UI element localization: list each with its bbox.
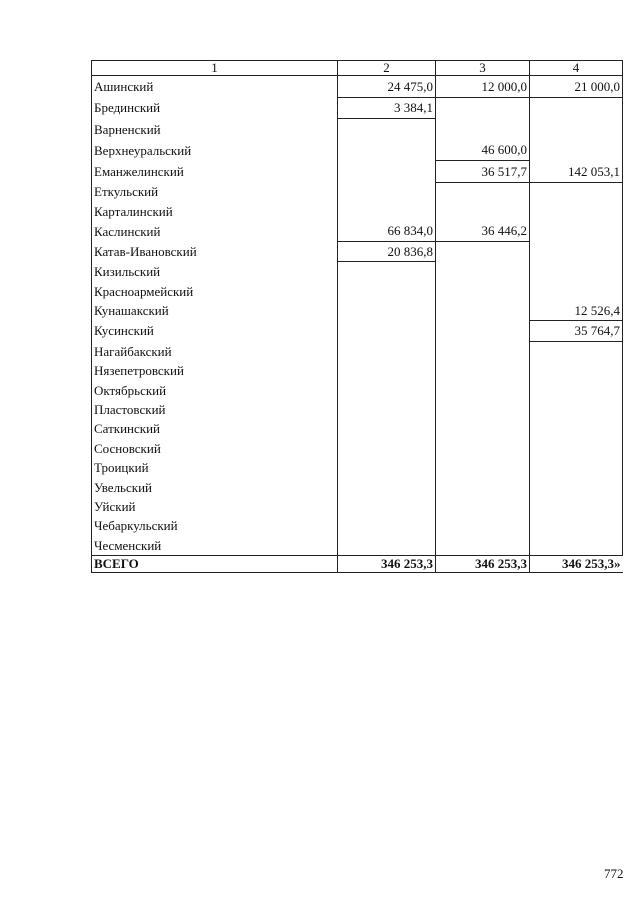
value-col-4: 21 000,0 bbox=[530, 76, 623, 98]
value-col-3 bbox=[436, 202, 530, 221]
district-name: Красноармейский bbox=[92, 281, 338, 300]
table-footer bbox=[92, 555, 623, 572]
table-row bbox=[92, 536, 623, 556]
district-name: Кунашакский bbox=[92, 301, 338, 321]
page-number: 772 bbox=[604, 866, 624, 881]
district-name: Уйский bbox=[92, 497, 338, 516]
district-name: Чебаркульский bbox=[92, 516, 338, 535]
value-col-3 bbox=[436, 97, 530, 119]
table-row bbox=[92, 140, 623, 161]
district-name: Нагайбакский bbox=[92, 341, 338, 361]
value-col-4 bbox=[530, 516, 623, 535]
total-col-3: 346 253,3 bbox=[436, 555, 530, 572]
total-col-2: 346 253,3 bbox=[338, 555, 436, 572]
value-col-4 bbox=[530, 140, 623, 161]
value-col-4 bbox=[530, 400, 623, 419]
value-col-4 bbox=[530, 241, 623, 261]
table-row bbox=[92, 439, 623, 458]
value-col-4 bbox=[530, 97, 623, 119]
table-row bbox=[92, 419, 623, 438]
value-col-3 bbox=[436, 341, 530, 361]
table-row bbox=[92, 221, 623, 241]
table-row bbox=[92, 281, 623, 300]
value-col-3 bbox=[436, 536, 530, 556]
table-row bbox=[92, 301, 623, 321]
value-col-3 bbox=[436, 400, 530, 419]
district-name: Сосновский bbox=[92, 439, 338, 458]
value-col-4 bbox=[530, 477, 623, 496]
district-name: Варненский bbox=[92, 119, 338, 140]
district-name: Ашинский bbox=[92, 76, 338, 98]
value-col-3 bbox=[436, 262, 530, 282]
value-col-4 bbox=[530, 419, 623, 438]
value-col-4 bbox=[530, 361, 623, 380]
value-col-3 bbox=[436, 477, 530, 496]
value-col-4 bbox=[530, 281, 623, 300]
value-col-4 bbox=[530, 262, 623, 282]
value-col-2 bbox=[338, 458, 436, 477]
table-row bbox=[92, 182, 623, 202]
value-col-4 bbox=[530, 380, 623, 399]
table-row bbox=[92, 161, 623, 183]
value-col-4 bbox=[530, 119, 623, 140]
table-row bbox=[92, 262, 623, 282]
value-col-3 bbox=[436, 281, 530, 300]
district-name: Саткинский bbox=[92, 419, 338, 438]
value-col-3: 36 446,2 bbox=[436, 221, 530, 241]
table-row bbox=[92, 380, 623, 399]
value-col-4 bbox=[530, 497, 623, 516]
table-row bbox=[92, 361, 623, 380]
district-name: Увельский bbox=[92, 477, 338, 496]
column-header: 2 bbox=[338, 61, 436, 76]
value-col-2 bbox=[338, 202, 436, 221]
total-row bbox=[92, 555, 623, 572]
value-col-2 bbox=[338, 182, 436, 202]
value-col-3 bbox=[436, 380, 530, 399]
value-col-3 bbox=[436, 439, 530, 458]
table-row bbox=[92, 341, 623, 361]
value-col-4 bbox=[530, 221, 623, 241]
district-name: Еманжелинский bbox=[92, 161, 338, 183]
value-col-2 bbox=[338, 262, 436, 282]
value-col-3 bbox=[436, 458, 530, 477]
district-name: Каслинский bbox=[92, 221, 338, 241]
value-col-2 bbox=[338, 361, 436, 380]
value-col-4 bbox=[530, 458, 623, 477]
value-col-4 bbox=[530, 202, 623, 221]
value-col-3 bbox=[436, 321, 530, 341]
value-col-3 bbox=[436, 301, 530, 321]
value-col-2 bbox=[338, 140, 436, 161]
column-header: 4 bbox=[530, 61, 623, 76]
value-col-2 bbox=[338, 119, 436, 140]
value-col-3 bbox=[436, 419, 530, 438]
value-col-2: 20 836,8 bbox=[338, 241, 436, 261]
value-col-3 bbox=[436, 119, 530, 140]
column-header: 3 bbox=[436, 61, 530, 76]
value-col-2 bbox=[338, 439, 436, 458]
district-name: Катав-Ивановский bbox=[92, 241, 338, 261]
district-name: Верхнеуральский bbox=[92, 140, 338, 161]
value-col-2 bbox=[338, 419, 436, 438]
total-col-4 bbox=[530, 555, 623, 572]
value-col-4 bbox=[530, 341, 623, 361]
budget-table bbox=[91, 60, 623, 573]
value-col-3 bbox=[436, 361, 530, 380]
district-name: Кизильский bbox=[92, 262, 338, 282]
value-col-4 bbox=[530, 439, 623, 458]
value-col-2 bbox=[338, 321, 436, 341]
value-col-2 bbox=[338, 477, 436, 496]
table-row bbox=[92, 497, 623, 516]
value-col-4 bbox=[530, 536, 623, 556]
value-col-4 bbox=[530, 182, 623, 202]
table-header bbox=[92, 61, 623, 76]
value-col-2 bbox=[338, 161, 436, 183]
value-col-4: 142 053,1 bbox=[530, 161, 623, 183]
total-col-4-value: 346 253,3 bbox=[562, 555, 614, 571]
district-name: Троицкий bbox=[92, 458, 338, 477]
value-col-3 bbox=[436, 497, 530, 516]
table-row bbox=[92, 321, 623, 341]
header-row bbox=[92, 61, 623, 76]
value-col-4: 12 526,4 bbox=[530, 301, 623, 321]
table-row bbox=[92, 400, 623, 419]
district-name: Октябрьский bbox=[92, 380, 338, 399]
value-col-2 bbox=[338, 380, 436, 399]
value-col-3: 36 517,7 bbox=[436, 161, 530, 183]
value-col-2 bbox=[338, 281, 436, 300]
value-col-2 bbox=[338, 301, 436, 321]
table-row bbox=[92, 458, 623, 477]
value-col-3: 12 000,0 bbox=[436, 76, 530, 98]
table-row bbox=[92, 477, 623, 496]
district-name: Чесменский bbox=[92, 536, 338, 556]
column-header: 1 bbox=[92, 61, 338, 76]
value-col-4: 35 764,7 bbox=[530, 321, 623, 341]
table-row bbox=[92, 76, 623, 98]
total-label: ВСЕГО bbox=[92, 555, 338, 572]
value-col-3 bbox=[436, 516, 530, 535]
value-col-3 bbox=[436, 182, 530, 202]
value-col-2: 24 475,0 bbox=[338, 76, 436, 98]
table-row bbox=[92, 97, 623, 119]
table-row bbox=[92, 241, 623, 261]
table-row bbox=[92, 202, 623, 221]
value-col-2 bbox=[338, 497, 436, 516]
closing-quote-mark: » bbox=[614, 555, 621, 571]
value-col-2 bbox=[338, 341, 436, 361]
value-col-2 bbox=[338, 516, 436, 535]
value-col-2: 3 384,1 bbox=[338, 97, 436, 119]
district-name: Кусинский bbox=[92, 321, 338, 341]
table-row bbox=[92, 119, 623, 140]
district-name: Еткульский bbox=[92, 182, 338, 202]
district-name: Пластовский bbox=[92, 400, 338, 419]
table-body bbox=[92, 76, 623, 556]
value-col-3: 46 600,0 bbox=[436, 140, 530, 161]
value-col-2 bbox=[338, 536, 436, 556]
value-col-2 bbox=[338, 400, 436, 419]
district-name: Нязепетровский bbox=[92, 361, 338, 380]
district-name: Карталинский bbox=[92, 202, 338, 221]
value-col-2: 66 834,0 bbox=[338, 221, 436, 241]
district-name: Брединский bbox=[92, 97, 338, 119]
table-row bbox=[92, 516, 623, 535]
value-col-3 bbox=[436, 241, 530, 261]
